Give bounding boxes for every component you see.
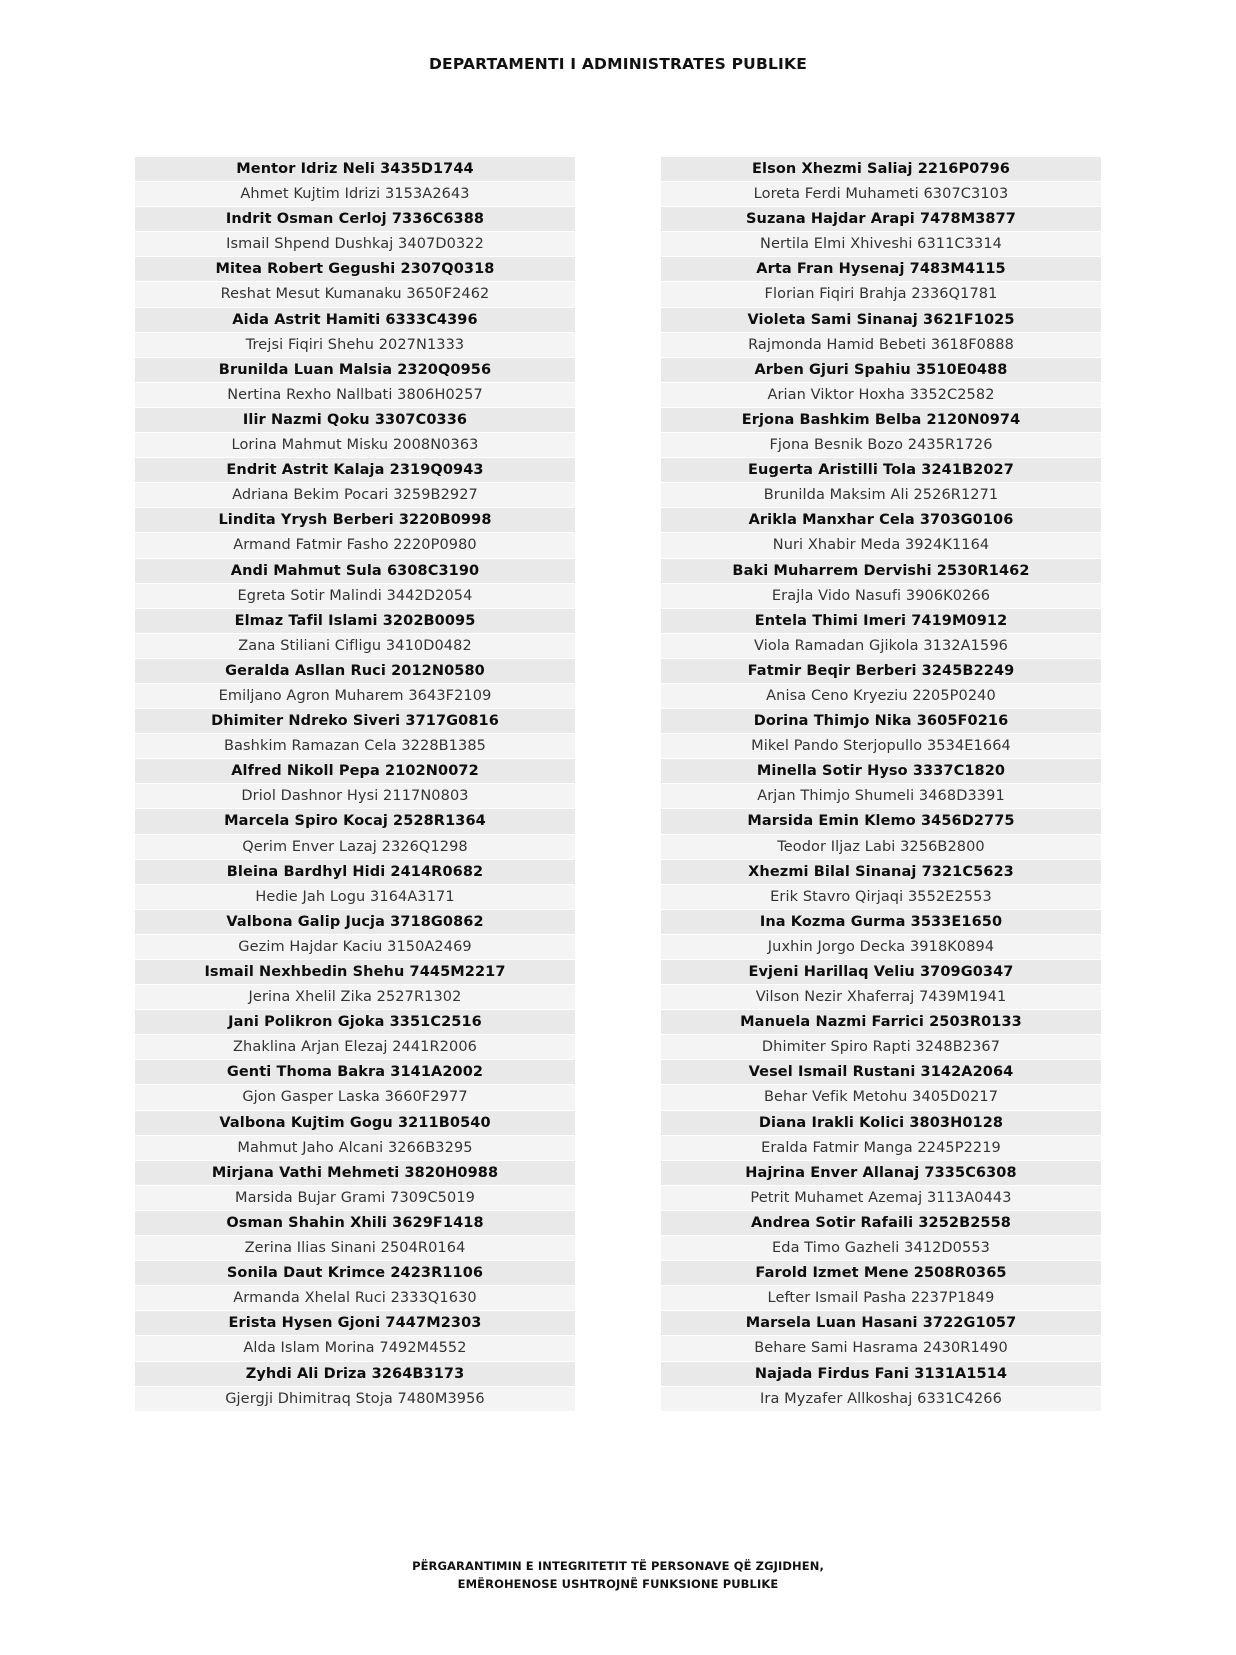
list-item: Juxhin Jorgo Decka 3918K0894 [661, 935, 1101, 960]
page-title: DEPARTAMENTI I ADMINISTRATES PUBLIKE [428, 55, 808, 73]
list-item: Fatmir Beqir Berberi 3245B2249 [661, 659, 1101, 684]
list-item: Ina Kozma Gurma 3533E1650 [661, 910, 1101, 935]
list-item: Florian Fiqiri Brahja 2336Q1781 [661, 282, 1101, 307]
list-item: Vesel Ismail Rustani 3142A2064 [661, 1060, 1101, 1085]
list-item: Mikel Pando Sterjopullo 3534E1664 [661, 734, 1101, 759]
list-item: Bashkim Ramazan Cela 3228B1385 [135, 734, 575, 759]
list-item: Arjan Thimjo Shumeli 3468D3391 [661, 784, 1101, 809]
list-item: Erjona Bashkim Belba 2120N0974 [661, 408, 1101, 433]
list-item: Alfred Nikoll Pepa 2102N0072 [135, 759, 575, 784]
list-item: Hedie Jah Logu 3164A3171 [135, 885, 575, 910]
list-item: Osman Shahin Xhili 3629F1418 [135, 1211, 575, 1236]
list-item: Behare Sami Hasrama 2430R1490 [661, 1336, 1101, 1361]
list-item: Dorina Thimjo Nika 3605F0216 [661, 709, 1101, 734]
list-item: Lorina Mahmut Misku 2008N0363 [135, 433, 575, 458]
list-item: Zerina Ilias Sinani 2504R0164 [135, 1236, 575, 1261]
list-item: Gezim Hajdar Kaciu 3150A2469 [135, 935, 575, 960]
list-item: Emiljano Agron Muharem 3643F2109 [135, 684, 575, 709]
list-item: Andrea Sotir Rafaili 3252B2558 [661, 1211, 1101, 1236]
list-item: Hajrina Enver Allanaj 7335C6308 [661, 1161, 1101, 1186]
list-item: Minella Sotir Hyso 3337C1820 [661, 759, 1101, 784]
list-item: Marsela Luan Hasani 3722G1057 [661, 1311, 1101, 1336]
list-item: Nertila Elmi Xhiveshi 6311C3314 [661, 232, 1101, 257]
list-item: Ismail Nexhbedin Shehu 7445M2217 [135, 960, 575, 985]
list-item: Mentor Idriz Neli 3435D1744 [135, 157, 575, 182]
list-item: Genti Thoma Bakra 3141A2002 [135, 1060, 575, 1085]
list-item: Arikla Manxhar Cela 3703G0106 [661, 508, 1101, 533]
list-item: Brunilda Maksim Ali 2526R1271 [661, 483, 1101, 508]
footer-line-1: PËRGARANTIMIN E INTEGRITETIT TË PERSONAVE QË ZGJIDHEN, [412, 1559, 824, 1573]
list-item: Erajla Vido Nasufi 3906K0266 [661, 584, 1101, 609]
list-item: Violeta Sami Sinanaj 3621F1025 [661, 308, 1101, 333]
list-item: Vilson Nezir Xhaferraj 7439M1941 [661, 985, 1101, 1010]
list-item: Andi Mahmut Sula 6308C3190 [135, 559, 575, 584]
list-item: Ira Myzafer Allkoshaj 6331C4266 [661, 1387, 1101, 1412]
list-item: Petrit Muhamet Azemaj 3113A0443 [661, 1186, 1101, 1211]
list-item: Marsida Bujar Grami 7309C5019 [135, 1186, 575, 1211]
list-item: Dhimiter Spiro Rapti 3248B2367 [661, 1035, 1101, 1060]
list-item: Viola Ramadan Gjikola 3132A1596 [661, 634, 1101, 659]
list-item: Teodor Iljaz Labi 3256B2800 [661, 835, 1101, 860]
list-item: Zana Stiliani Cifligu 3410D0482 [135, 634, 575, 659]
list-item: Ahmet Kujtim Idrizi 3153A2643 [135, 182, 575, 207]
list-item: Behar Vefik Metohu 3405D0217 [661, 1085, 1101, 1110]
list-item: Gjergji Dhimitraq Stoja 7480M3956 [135, 1387, 575, 1412]
list-item: Jerina Xhelil Zika 2527R1302 [135, 985, 575, 1010]
list-item: Rajmonda Hamid Bebeti 3618F0888 [661, 333, 1101, 358]
name-list-columns [0, 157, 1236, 1412]
list-item: Xhezmi Bilal Sinanaj 7321C5623 [661, 860, 1101, 885]
list-item: Nuri Xhabir Meda 3924K1164 [661, 533, 1101, 558]
list-item: Brunilda Luan Malsia 2320Q0956 [135, 358, 575, 383]
list-item: Qerim Enver Lazaj 2326Q1298 [135, 835, 575, 860]
list-item: Zyhdi Ali Driza 3264B3173 [135, 1362, 575, 1387]
list-item: Lindita Yrysh Berberi 3220B0998 [135, 508, 575, 533]
list-item: Eralda Fatmir Manga 2245P2219 [661, 1136, 1101, 1161]
right-name-column [661, 157, 1101, 1412]
list-item: Driol Dashnor Hysi 2117N0803 [135, 784, 575, 809]
list-item: Geralda Asllan Ruci 2012N0580 [135, 659, 575, 684]
list-item: Erik Stavro Qirjaqi 3552E2553 [661, 885, 1101, 910]
list-item: Loreta Ferdi Muhameti 6307C3103 [661, 182, 1101, 207]
list-item: Valbona Galip Jucja 3718G0862 [135, 910, 575, 935]
list-item: Mitea Robert Gegushi 2307Q0318 [135, 257, 575, 282]
list-item: Armand Fatmir Fasho 2220P0980 [135, 533, 575, 558]
list-item: Elmaz Tafil Islami 3202B0095 [135, 609, 575, 634]
list-item: Gjon Gasper Laska 3660F2977 [135, 1085, 575, 1110]
list-item: Ilir Nazmi Qoku 3307C0336 [135, 408, 575, 433]
list-item: Adriana Bekim Pocari 3259B2927 [135, 483, 575, 508]
list-item: Zhaklina Arjan Elezaj 2441R2006 [135, 1035, 575, 1060]
list-item: Sonila Daut Krimce 2423R1106 [135, 1261, 575, 1286]
list-item: Jani Polikron Gjoka 3351C2516 [135, 1010, 575, 1035]
list-item: Baki Muharrem Dervishi 2530R1462 [661, 559, 1101, 584]
list-item: Bleina Bardhyl Hidi 2414R0682 [135, 860, 575, 885]
list-item: Arben Gjuri Spahiu 3510E0488 [661, 358, 1101, 383]
list-item: Egreta Sotir Malindi 3442D2054 [135, 584, 575, 609]
list-item: Reshat Mesut Kumanaku 3650F2462 [135, 282, 575, 307]
list-item: Diana Irakli Kolici 3803H0128 [661, 1111, 1101, 1136]
list-item: Dhimiter Ndreko Siveri 3717G0816 [135, 709, 575, 734]
list-item: Armanda Xhelal Ruci 2333Q1630 [135, 1286, 575, 1311]
list-item: Valbona Kujtim Gogu 3211B0540 [135, 1111, 575, 1136]
list-item: Ismail Shpend Dushkaj 3407D0322 [135, 232, 575, 257]
list-item: Indrit Osman Cerloj 7336C6388 [135, 207, 575, 232]
list-item: Mirjana Vathi Mehmeti 3820H0988 [135, 1161, 575, 1186]
list-item: Fjona Besnik Bozo 2435R1726 [661, 433, 1101, 458]
list-item: Mahmut Jaho Alcani 3266B3295 [135, 1136, 575, 1161]
list-item: Trejsi Fiqiri Shehu 2027N1333 [135, 333, 575, 358]
list-item: Suzana Hajdar Arapi 7478M3877 [661, 207, 1101, 232]
list-item: Elson Xhezmi Saliaj 2216P0796 [661, 157, 1101, 182]
list-item: Marsida Emin Klemo 3456D2775 [661, 809, 1101, 834]
list-item: Arian Viktor Hoxha 3352C2582 [661, 383, 1101, 408]
list-item: Lefter Ismail Pasha 2237P1849 [661, 1286, 1101, 1311]
list-item: Entela Thimi Imeri 7419M0912 [661, 609, 1101, 634]
list-item: Aida Astrit Hamiti 6333C4396 [135, 308, 575, 333]
list-item: Erista Hysen Gjoni 7447M2303 [135, 1311, 575, 1336]
list-item: Endrit Astrit Kalaja 2319Q0943 [135, 458, 575, 483]
list-item: Eda Timo Gazheli 3412D0553 [661, 1236, 1101, 1261]
list-item: Manuela Nazmi Farrici 2503R0133 [661, 1010, 1101, 1035]
list-item: Marcela Spiro Kocaj 2528R1364 [135, 809, 575, 834]
list-item: Alda Islam Morina 7492M4552 [135, 1336, 575, 1361]
list-item: Arta Fran Hysenaj 7483M4115 [661, 257, 1101, 282]
left-name-column [135, 157, 575, 1412]
list-item: Farold Izmet Mene 2508R0365 [661, 1261, 1101, 1286]
document-page [0, 55, 1236, 1655]
page-footer [0, 1557, 1236, 1593]
list-item: Anisa Ceno Kryeziu 2205P0240 [661, 684, 1101, 709]
footer-line-2: EMËROHENOSE USHTROJNË FUNKSIONE PUBLIKE [457, 1577, 779, 1591]
list-item: Nertina Rexho Nallbati 3806H0257 [135, 383, 575, 408]
list-item: Najada Firdus Fani 3131A1514 [661, 1362, 1101, 1387]
list-item: Eugerta Aristilli Tola 3241B2027 [661, 458, 1101, 483]
list-item: Evjeni Harillaq Veliu 3709G0347 [661, 960, 1101, 985]
